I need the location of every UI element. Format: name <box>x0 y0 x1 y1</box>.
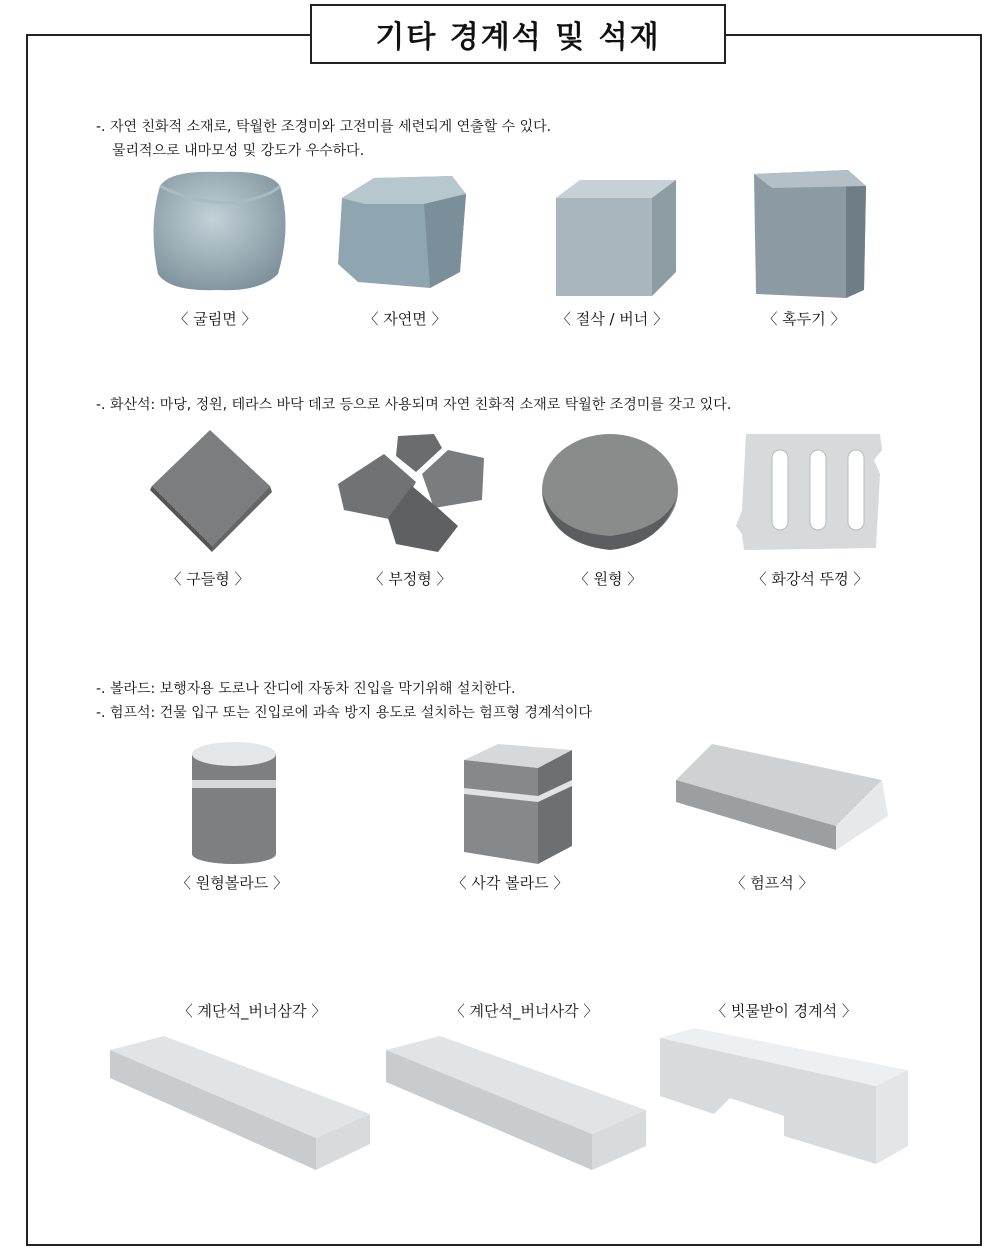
page-title: 기타 경계석 및 석재 <box>310 4 726 64</box>
section1-line1: -. 자연 친화적 소재로, 탁월한 조경미와 고전미를 세련되게 연출할 수 있다. <box>96 119 552 135</box>
caption-rough: 〈 혹두기 〉 <box>762 310 846 328</box>
caption-burner: 〈 절삭 / 버너 〉 <box>555 310 669 328</box>
caption-gudeul: 〈 구들형 〉 <box>166 570 250 588</box>
stone-rounded-cube-image <box>140 166 300 296</box>
stone-natural-face-image <box>334 164 474 294</box>
caption-hump: 〈 험프석 〉 <box>730 874 814 892</box>
step-stone-triangle-image <box>106 1034 374 1174</box>
stone-rough-hewn-image <box>748 164 868 300</box>
section3-line2: -. 험프석: 건물 입구 또는 진입로에 과속 방지 용도로 설치하는 험프형 경계석이다 <box>96 705 592 721</box>
volcanic-irregular-image <box>334 428 492 556</box>
caption-drain-curb: 〈 빗물받이 경계석 〉 <box>711 1002 857 1020</box>
caption-irregular: 〈 부정형 〉 <box>368 570 452 588</box>
caption-step-triangle: 〈 계단석_버너삼각 〉 <box>177 1002 327 1020</box>
hump-stone-image <box>672 740 892 856</box>
drain-curb-stone-image <box>654 1026 912 1166</box>
stone-burner-cut-image <box>552 168 682 298</box>
caption-round-bollard: 〈 원형볼라드 〉 <box>176 874 288 892</box>
caption-square-bollard: 〈 사각 볼라드 〉 <box>451 874 569 892</box>
section2-line1: -. 화산석: 마당, 정원, 테라스 바닥 데코 등으로 사용되며 자연 친화적 소재로 탁월한 조경미를 갖고 있다. <box>96 397 732 413</box>
square-bollard-image <box>458 740 578 866</box>
caption-natural: 〈 자연면 〉 <box>363 310 447 328</box>
granite-cover-image <box>736 430 886 556</box>
volcanic-round-image <box>540 432 680 556</box>
caption-round: 〈 원형 〉 <box>573 570 643 588</box>
caption-rounded: 〈 굴림면 〉 <box>173 310 257 328</box>
step-stone-square-image <box>382 1034 650 1174</box>
section1-line2: 물리적으로 내마모성 및 강도가 우수하다. <box>112 143 365 159</box>
section3-line1: -. 볼라드: 보행자용 도로나 잔디에 자동차 진입을 막기위해 설치한다. <box>96 681 516 697</box>
caption-step-square: 〈 계단석_버너사각 〉 <box>449 1002 599 1020</box>
caption-granite-cover: 〈 화강석 뚜껑 〉 <box>751 570 869 588</box>
round-bollard-image <box>186 740 282 866</box>
volcanic-gudeul-image <box>148 426 274 552</box>
